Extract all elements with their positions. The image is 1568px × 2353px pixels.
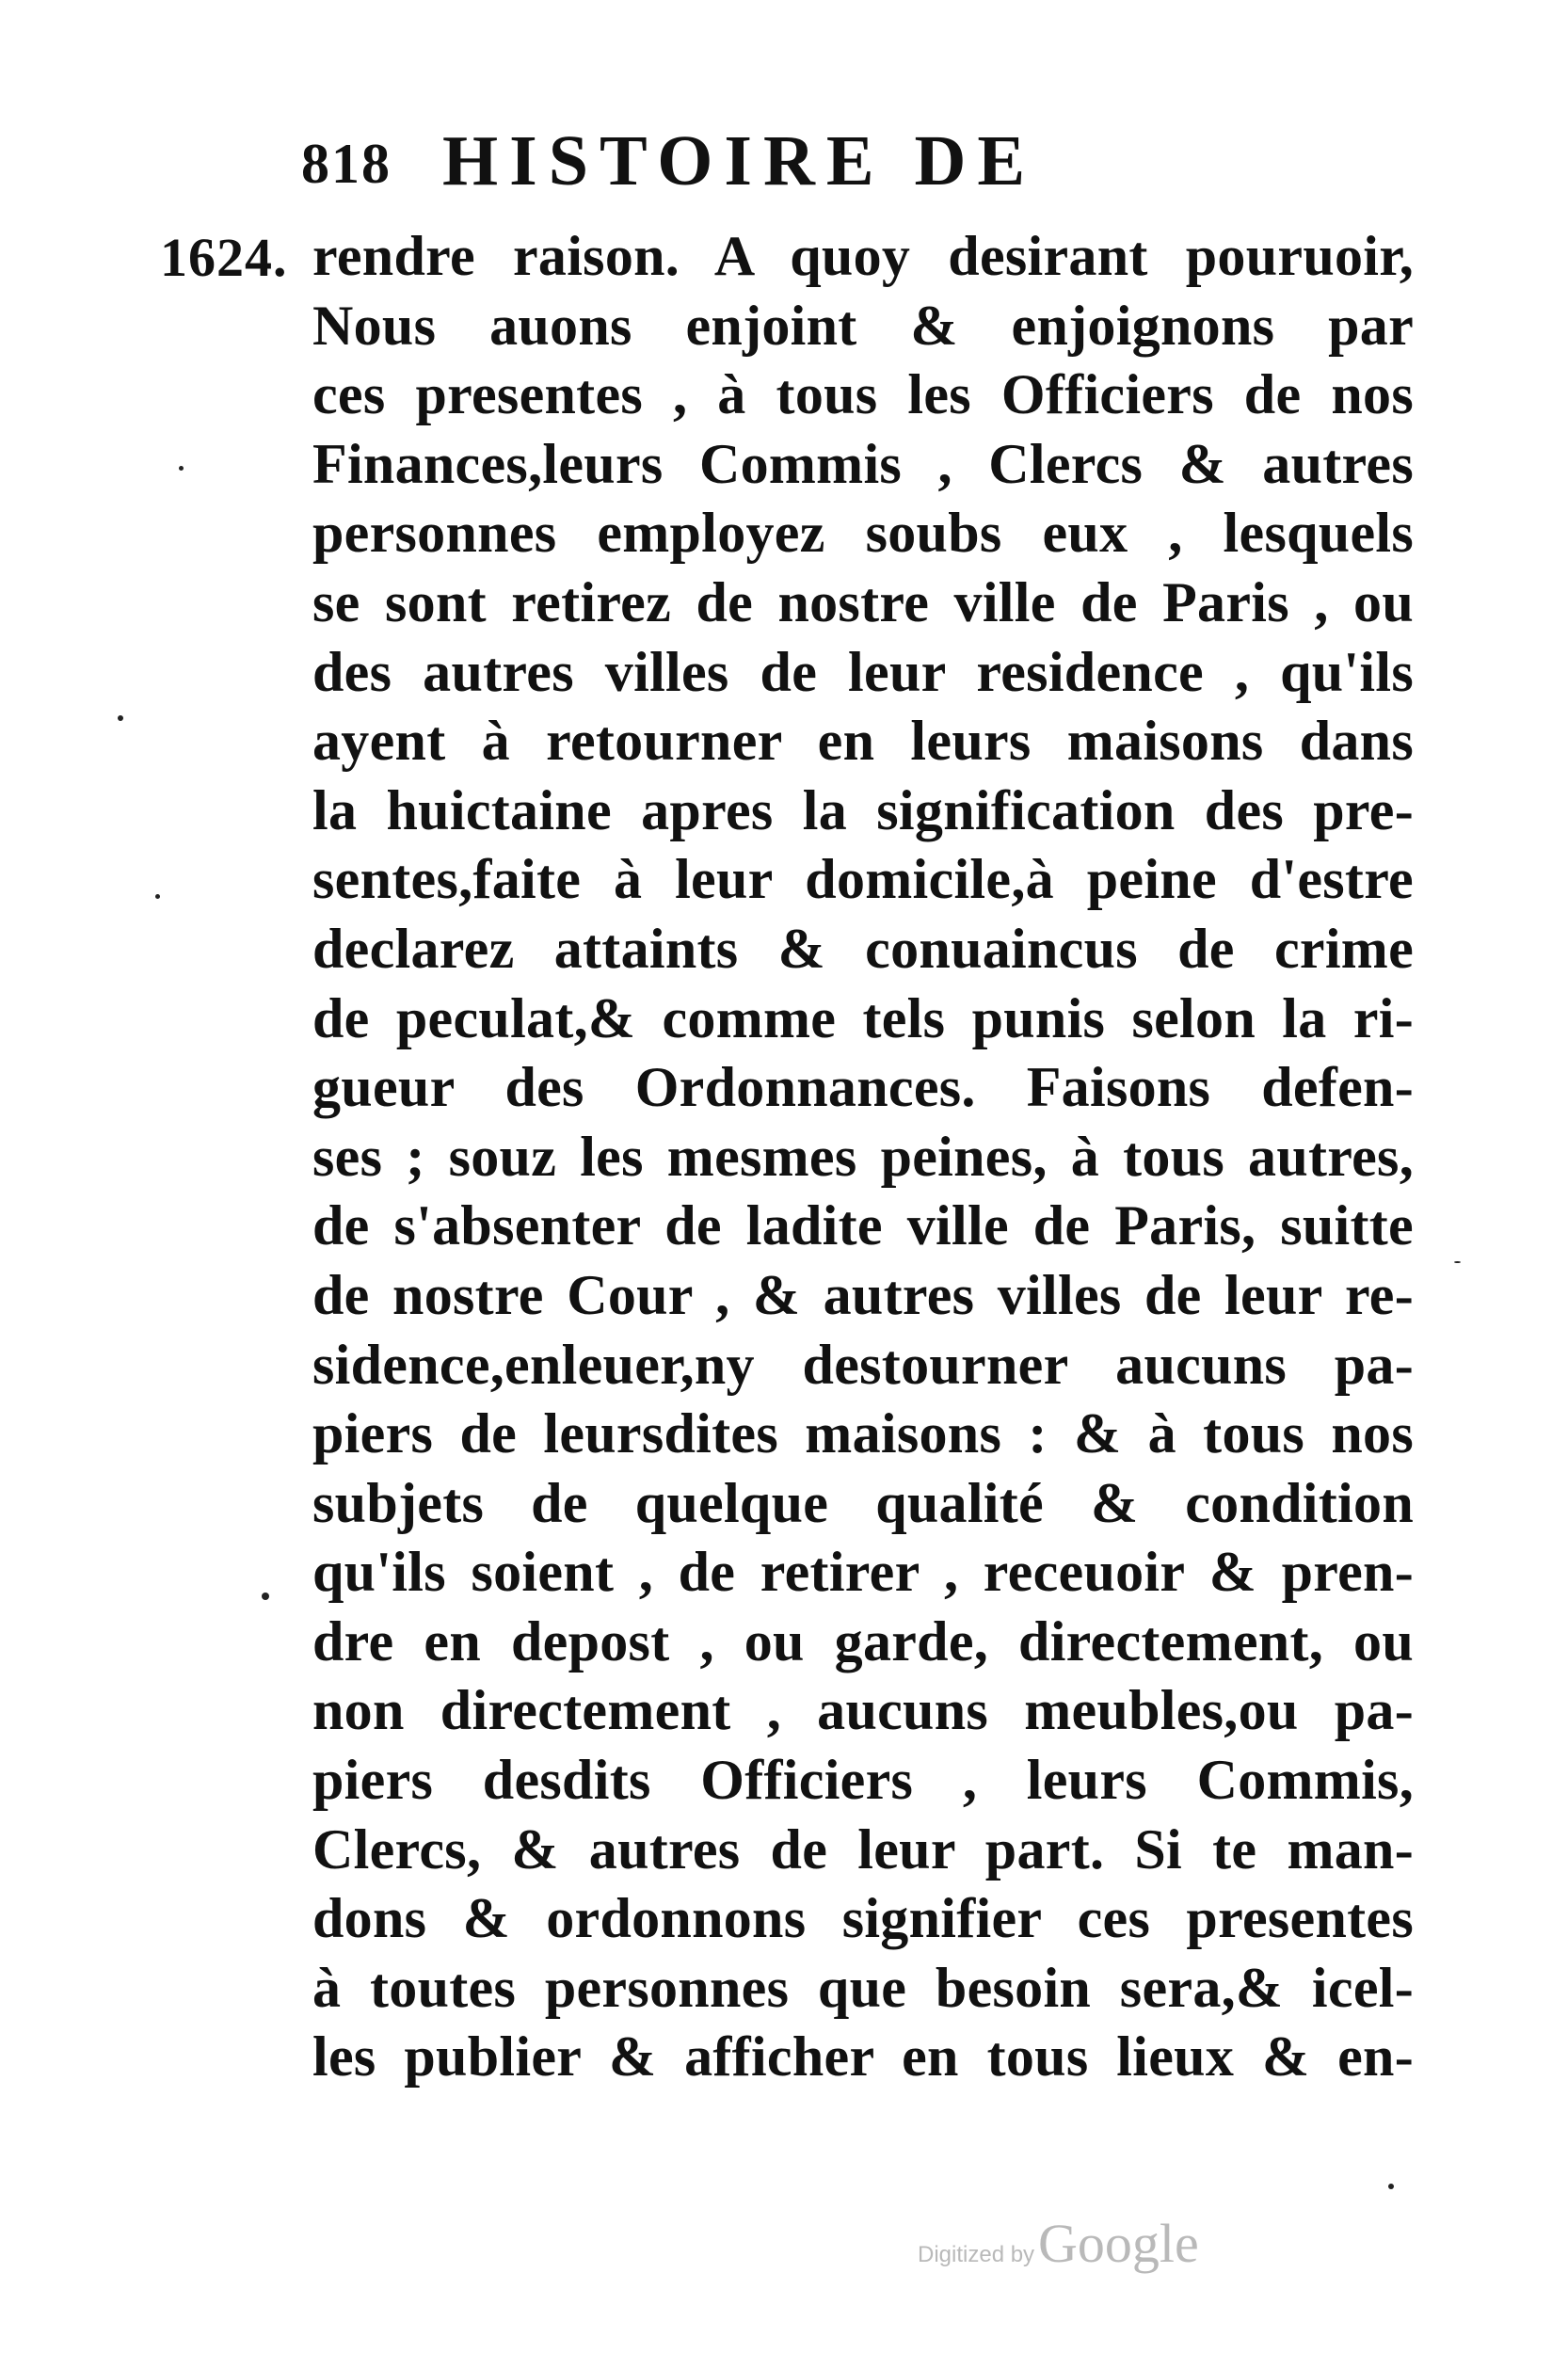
text-line: rendre raison. A quoy desirant pouruoir, xyxy=(312,225,1414,287)
text-line: des autres villes de leur residence , qu'ils xyxy=(312,640,1414,703)
text-line: ayent à retourner en leurs maisons dans xyxy=(312,710,1414,773)
text-line: à toutes personnes que besoin sera,& icel- xyxy=(312,1956,1414,2019)
text-line: Clercs, & autres de leur part. Si te man- xyxy=(312,1817,1414,1881)
google-watermark xyxy=(918,2212,1256,2287)
text-line: les publier & afficher en tous lieux & en- xyxy=(312,2025,1414,2089)
digitized-by-text: Digitized by xyxy=(918,2242,1035,2267)
running-title: HISTOIRE DE xyxy=(442,121,1037,200)
text-line: dons & ordonnons signifier ces presentes xyxy=(312,1887,1414,1950)
text-line: dre en depost , ou garde, directement, ou xyxy=(312,1609,1414,1673)
text-line: de nostre Cour , & autres villes de leur re- xyxy=(312,1263,1414,1326)
text-line: de peculat,& comme tels punis selon la ri- xyxy=(312,986,1414,1049)
text-line: gueur des Ordonnances. Faisons defen- xyxy=(312,1056,1414,1119)
text-line: sidence,enleuer,ny destourner aucuns pa- xyxy=(312,1333,1414,1396)
ink-speck xyxy=(1454,1261,1461,1263)
text-line: la huictaine apres la signification des pre- xyxy=(312,778,1414,841)
text-line: Finances,leurs Commis , Clercs & autres xyxy=(312,432,1414,495)
text-line: subjets de quelque qualité & condition xyxy=(312,1471,1414,1534)
text-line: piers de leursdites maisons : & à tous nos xyxy=(312,1402,1414,1465)
ink-speck xyxy=(179,466,184,471)
margin-year: 1624. xyxy=(160,227,288,288)
text-line: de s'absenter de ladite ville de Paris, suitte xyxy=(312,1194,1414,1257)
text-line: non directement , aucuns meubles,ou pa- xyxy=(312,1679,1414,1742)
text-line: declarez attaints & conuaincus de crime xyxy=(312,917,1414,980)
text-line: ses ; souz les mesmes peines, à tous autres, xyxy=(312,1125,1414,1188)
page-number: 818 xyxy=(301,133,392,195)
text-line: piers desdits Officiers , leurs Commis, xyxy=(312,1749,1414,1812)
ink-speck xyxy=(1388,2184,1394,2189)
body-text xyxy=(312,222,1414,2092)
page-header xyxy=(301,113,1186,216)
text-line: se sont retirez de nostre ville de Paris , ou xyxy=(312,570,1414,633)
text-line: personnes employez soubs eux , lesquels xyxy=(312,502,1414,565)
ink-speck xyxy=(155,894,160,899)
ink-speck xyxy=(262,1593,269,1600)
text-line: qu'ils soient , de retirer , receuoir & pren- xyxy=(312,1541,1414,1604)
google-logo: Google xyxy=(1038,2213,1199,2274)
ink-speck xyxy=(118,715,123,721)
text-line: sentes,faite à leur domicile,à peine d'estre xyxy=(312,848,1414,911)
text-line: Nous auons enjoint & enjoignons par xyxy=(312,294,1414,357)
text-line: ces presentes , à tous les Officiers de nos xyxy=(312,363,1414,426)
